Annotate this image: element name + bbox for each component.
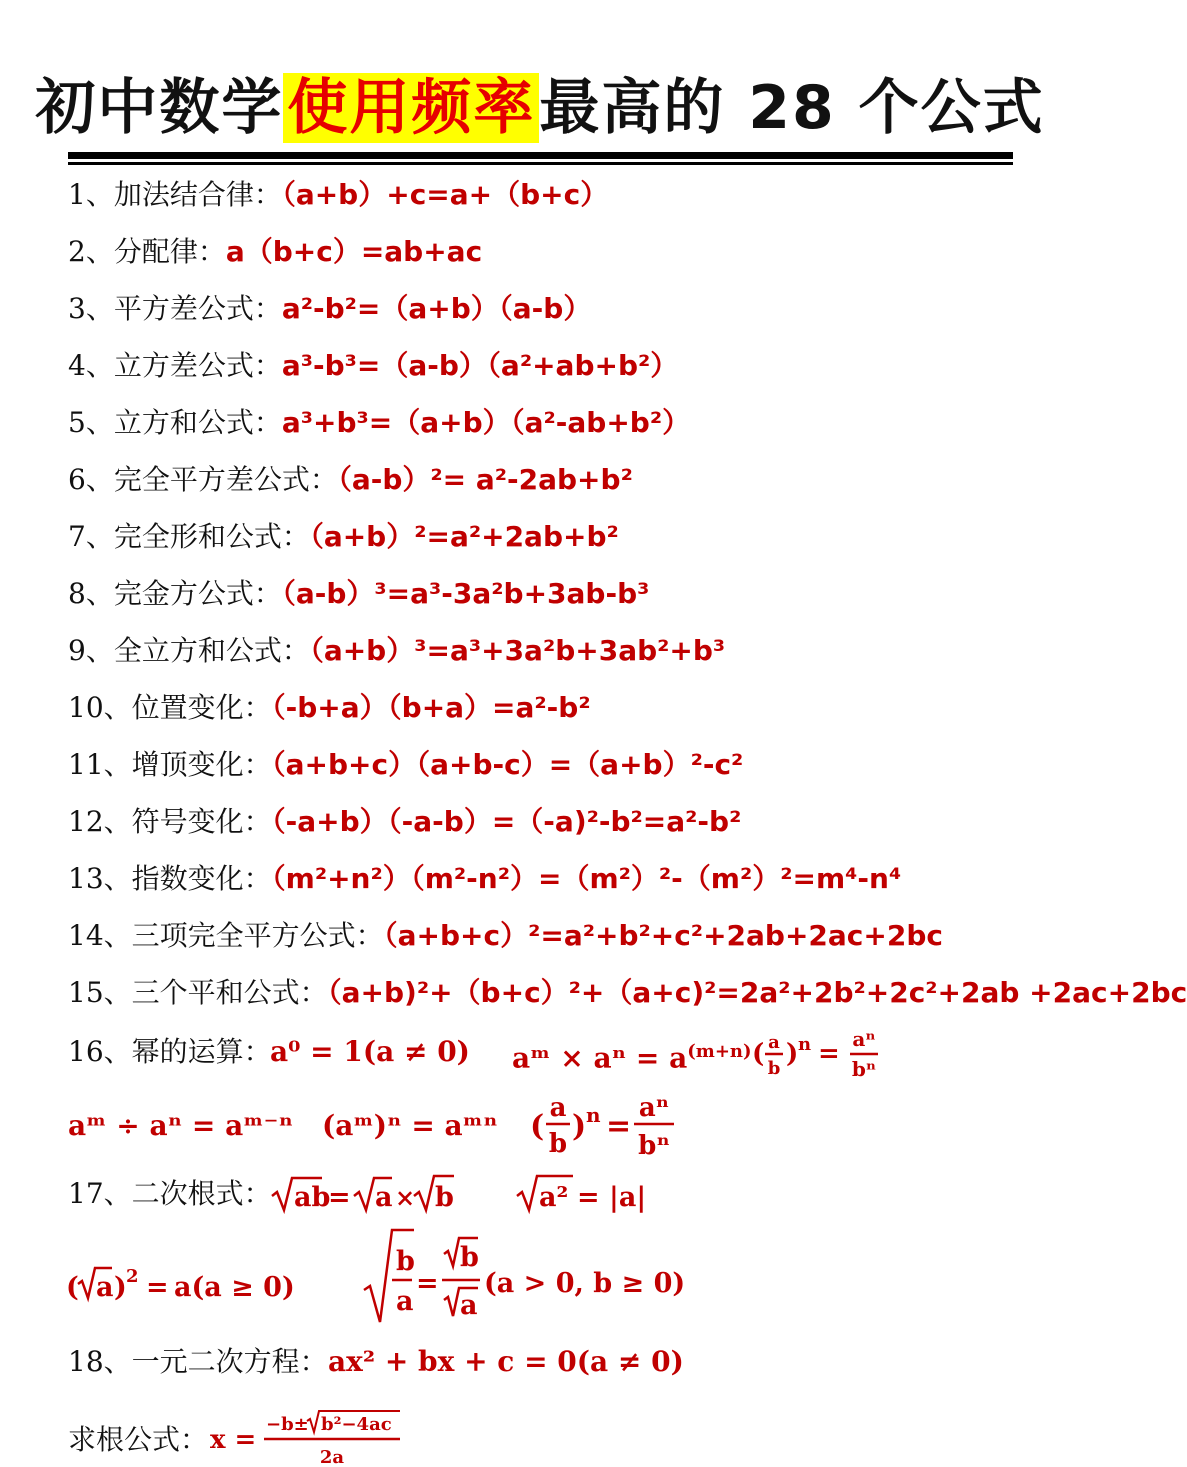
formula-item [68,916,943,956]
item-label: 14、三项完全平方公式： [68,919,384,952]
paren-open: ( [530,1109,545,1144]
item-formula: （a+b）³=a³+3a²b+3ab²+b³ [309,634,726,667]
item-label: 12、符号变化： [68,805,272,838]
paren-open: ( [752,1039,765,1069]
frac-den: b [548,1129,568,1159]
frac-den: a [460,1290,478,1321]
frac-den: bⁿ [851,1057,877,1081]
frac-num: aⁿ [852,1027,876,1051]
formula-rhs: a(a ≥ 0) [174,1272,295,1303]
radicand: a [96,1272,114,1303]
item-formula: a³+b³=（a+b）（a²-ab+b²） [281,406,691,439]
formula-quadratic: ax² + bx + c = 0(a ≠ 0) [328,1345,684,1378]
formula-root-quotient [362,1226,686,1326]
formula-item [68,289,591,329]
frac-num: b [396,1246,415,1277]
frac-den: 2a [319,1447,345,1467]
item-formula: （a+b）+c=a+（b+c） [281,178,609,211]
paren-close: ) [786,1039,799,1069]
formula-item [68,574,649,614]
item-label: 7、完全形和公式： [68,520,310,553]
formula-fraction-power-1 [752,1020,892,1086]
equals: = [416,1268,439,1299]
item-formula: （a+b+c）²=a²+b²+c²+2ab+2ac+2bc [383,919,943,952]
formula-root-squared [66,1262,306,1312]
frac-den: bⁿ [638,1131,670,1161]
item-label: 8、完金方公式： [68,577,282,610]
radicand: ab [294,1182,331,1213]
item-label: 16、幂的运算： [68,1035,272,1068]
equals: = [818,1039,840,1069]
item-label: 1、加法结合律： [68,178,282,211]
formula-item [68,232,482,272]
title-highlight: 使用频率 [283,73,539,143]
formula-item [68,346,678,386]
item-18 [68,1342,328,1382]
item-label: 18、一元二次方程： [68,1345,328,1378]
formula-power-product [512,1032,752,1078]
times: × [395,1183,416,1212]
radicand: a [375,1182,393,1213]
item-formula: （a-b）³=a³-3a²b+3ab-b³ [281,577,650,610]
radicand: a² [539,1182,569,1213]
item-label: 2、分配律： [68,235,226,268]
item-formula: （a+b）²=a²+2ab+b² [309,520,619,553]
item-label: 9、全立方和公式： [68,634,310,667]
item-label: 13、指数变化： [68,862,272,895]
root-formula-row [68,1420,208,1460]
formula-item [68,403,690,443]
formula-item [68,175,608,215]
item-16 [68,1032,272,1072]
exponent: 2 [126,1266,139,1287]
item-label: 17、二次根式： [68,1177,272,1210]
item-label: 6、完全平方差公式： [68,463,338,496]
formula-item [68,517,619,557]
item-label: 10、位置变化： [68,691,272,724]
formula-item [68,802,741,842]
exponent: n [798,1034,812,1055]
radicand: b²−4ac [321,1414,392,1435]
radicand: b [435,1182,454,1213]
formula-power-zero: a⁰ = 1(a ≠ 0) [270,1035,470,1068]
title-prefix: 初中数学 [35,73,284,143]
page-title [0,68,1080,148]
item-formula: （-b+a）（b+a）=a²-b² [271,691,591,724]
item-label: 求根公式： [68,1423,209,1456]
title-suffix: 最高的 28 个公式 [539,73,1045,143]
item-formula: （a-b）²= a²-2ab+b² [337,463,633,496]
item-formula: （-a+b）（-a-b）=（-a)²-b²=a²-b² [271,805,742,838]
formula-exponent: (m+n) [687,1041,752,1062]
item-label: 11、增顶变化： [68,748,272,781]
formula-text: aᵐ × aⁿ = a [512,1041,688,1075]
item-17 [68,1174,272,1214]
formula-power-quotient: aᵐ ÷ aⁿ = aᵐ⁻ⁿ [68,1109,293,1142]
title-rule-thin [68,162,1013,165]
condition: (a > 0, b ≥ 0) [484,1268,686,1299]
item-label: 5、立方和公式： [68,406,282,439]
item-label: 4、立方差公式： [68,349,282,382]
formula-quadratic-root [210,1408,410,1466]
paren-close: ) [572,1109,587,1144]
title-rule-thick [68,152,1013,159]
item-formula: （m²+n²）（m²-n²）=（m²）²-（m²）²=m⁴-n⁴ [271,862,902,895]
frac-den: b [767,1058,781,1079]
equals: = [606,1109,632,1144]
frac-num: −b± [266,1414,309,1435]
item-formula: a³-b³=（a-b）（a²+ab+b²） [281,349,679,382]
item-formula: a（b+c）=ab+ac [225,235,483,268]
formula-root-square [515,1170,655,1220]
item-formula: a²-b²=（a+b）（a-b） [281,292,592,325]
formula-item [68,688,591,728]
item-label: 15、三个平和公式： [68,976,328,1009]
paren-close: ) [114,1272,127,1303]
formula-rhs: = |a| [577,1182,647,1213]
formula-item [68,460,633,500]
formula-power-of-power: (aᵐ)ⁿ = aᵐⁿ [322,1109,498,1142]
formula-item [68,973,1187,1013]
formula-item [68,631,725,671]
item-label: 3、平方差公式： [68,292,282,325]
equals: = [328,1182,351,1213]
frac-num: a [768,1032,780,1053]
item-formula: （a+b+c）（a+b-c）=（a+b）²-c² [271,748,744,781]
frac-num: b [460,1242,479,1273]
frac-den: a [396,1286,414,1317]
exponent: n [586,1103,601,1127]
formula-lhs: x = [210,1425,257,1455]
formula-item [68,745,743,785]
formula-root-product [270,1170,480,1220]
item-formula: （a+b)²+（b+c）²+（a+c)²=2a²+2b²+2c²+2ab +2ac+2bc [327,976,1187,1009]
paren-open: ( [66,1272,79,1303]
formula-item [68,859,901,899]
frac-num: a [549,1093,567,1123]
frac-num: aⁿ [638,1093,670,1123]
formula-fraction-power-2 [530,1088,690,1164]
equals: = [146,1272,169,1303]
